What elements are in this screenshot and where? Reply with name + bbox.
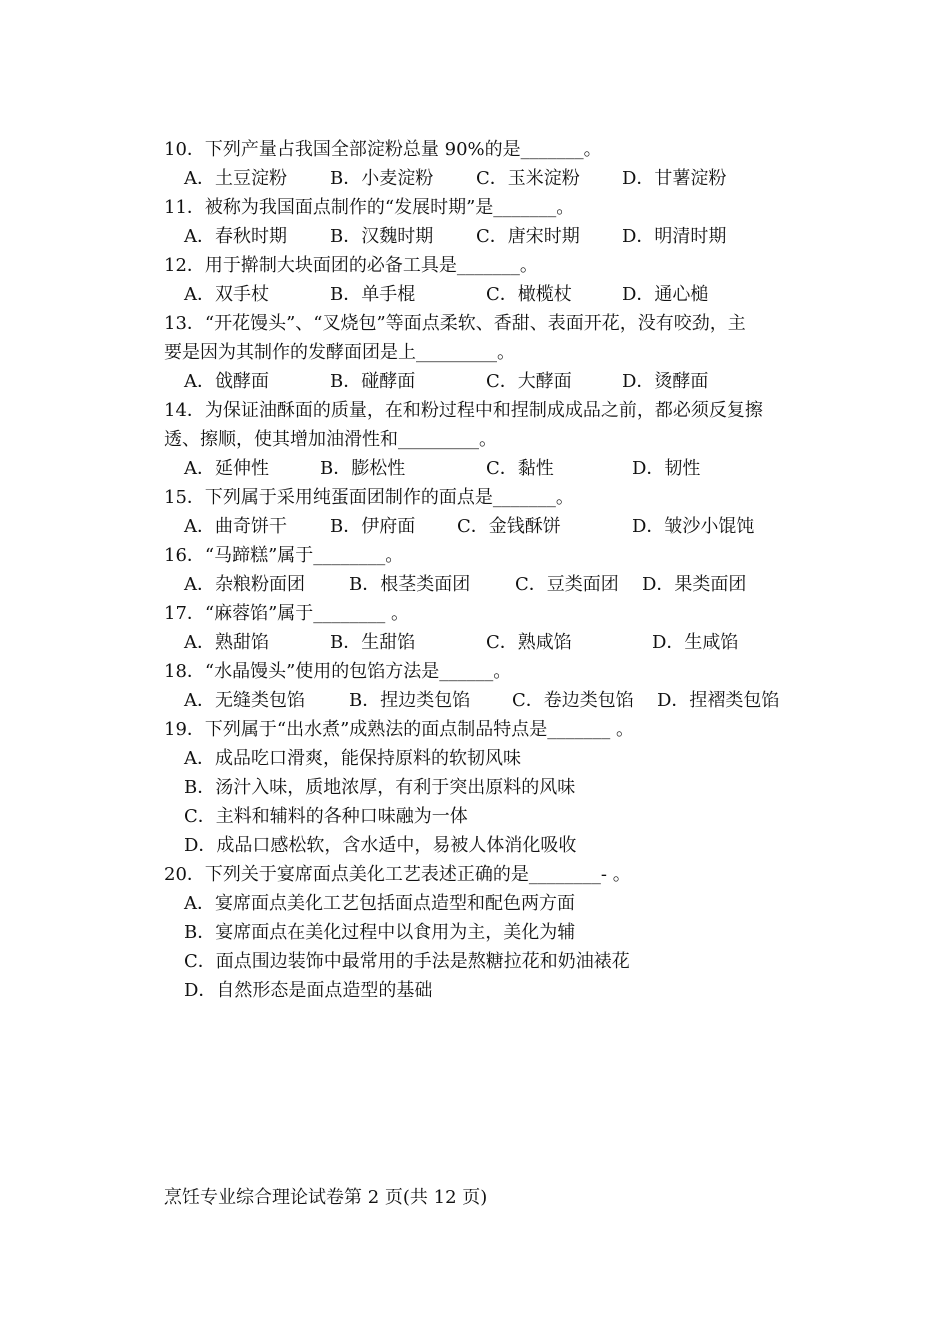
question-19-option-c: C．主料和辅料的各种口味融为一体 (184, 806, 468, 827)
option-b: B．汉魏时期 (330, 226, 434, 247)
option-a: A．杂粮粉面团 (184, 574, 305, 595)
option-b: B．捏边类包馅 (349, 690, 471, 711)
option-b: B．伊府面 (330, 516, 416, 537)
option-a: A．土豆淀粉 (184, 168, 287, 189)
question-19-stem: 19．下列属于“出水煮”成熟法的面点制品特点是_______ 。 (164, 719, 635, 740)
question-15-stem: 15．下列属于采用纯蛋面团制作的面点是_______。 (164, 487, 574, 508)
option-c: C．唐宋时期 (476, 226, 580, 247)
question-16-stem: 16．“马蹄糕”属于________。 (164, 545, 404, 566)
question-19-option-b: B．汤汁入味，质地浓厚，有利于突出原料的风味 (184, 777, 576, 798)
option-d: D．皱沙小馄饨 (632, 516, 755, 537)
question-13-stem-line-1: 13．“开花馒头”、“叉烧包”等面点柔软、香甜、表面开花，没有咬劲，主 (164, 313, 746, 334)
option-a: A．曲奇饼干 (184, 516, 287, 537)
page-footer: 烹饪专业综合理论试卷第 2 页(共 12 页) (164, 1187, 488, 1208)
question-11-stem: 11．被称为我国面点制作的“发展时期”是_______。 (164, 197, 575, 218)
option-c: C．大酵面 (486, 371, 572, 392)
question-20-stem: 20．下列关于宴席面点美化工艺表述正确的是________- 。 (164, 864, 631, 885)
question-10-stem: 10．下列产量占我国全部淀粉总量 90%的是_______。 (164, 139, 602, 160)
option-a: A．春秋时期 (184, 226, 287, 247)
option-b: B．小麦淀粉 (330, 168, 434, 189)
question-20-option-a: A．宴席面点美化工艺包括面点造型和配色两方面 (184, 893, 575, 914)
option-d: D．果类面团 (642, 574, 747, 595)
question-20-option-d: D．自然形态是面点造型的基础 (184, 980, 433, 1001)
option-c: C．黏性 (486, 458, 554, 479)
option-a: A．戗酵面 (184, 371, 269, 392)
question-13-stem-line-2: 要是因为其制作的发酵面团是上_________。 (164, 342, 515, 363)
question-12-stem: 12．用于擀制大块面团的必备工具是_______。 (164, 255, 538, 276)
option-b: B．膨松性 (320, 458, 406, 479)
option-b: B．根茎类面团 (349, 574, 471, 595)
option-c: C．橄榄杖 (486, 284, 572, 305)
option-a: A．延伸性 (184, 458, 269, 479)
option-c: C．熟咸馅 (486, 632, 572, 653)
option-d: D．生咸馅 (652, 632, 739, 653)
option-c: C．金钱酥饼 (457, 516, 561, 537)
question-20-option-b: B．宴席面点在美化过程中以食用为主，美化为辅 (184, 922, 576, 943)
option-d: D．韧性 (632, 458, 701, 479)
option-a: A．熟甜馅 (184, 632, 269, 653)
option-d: D．通心槌 (622, 284, 709, 305)
option-b: B．碰酵面 (330, 371, 416, 392)
option-b: B．单手棍 (330, 284, 416, 305)
option-c: C．卷边类包馅 (512, 690, 634, 711)
option-d: D．明清时期 (622, 226, 727, 247)
question-19-option-a: A．成品吃口滑爽，能保持原料的软韧风味 (184, 748, 521, 769)
question-19-option-d: D．成品口感松软，含水适中，易被人体消化吸收 (184, 835, 577, 856)
option-b: B．生甜馅 (330, 632, 416, 653)
option-d: D．甘薯淀粉 (622, 168, 727, 189)
question-14-stem-line-2: 透、擦顺，使其增加油滑性和_________。 (164, 429, 497, 450)
question-20-option-c: C．面点围边装饰中最常用的手法是熬糖拉花和奶油裱花 (184, 951, 630, 972)
option-c: C．豆类面团 (515, 574, 619, 595)
option-d: D．捏褶类包馅 (657, 690, 780, 711)
option-d: D．烫酵面 (622, 371, 709, 392)
question-17-stem: 17．“麻蓉馅”属于________ 。 (164, 603, 410, 624)
option-a: A．双手杖 (184, 284, 269, 305)
question-18-stem: 18．“水晶馒头”使用的包馅方法是______。 (164, 661, 512, 682)
question-14-stem-line-1: 14．为保证油酥面的质量，在和粉过程中和捏制成成品之前，都必须反复擦 (164, 400, 763, 421)
option-c: C．玉米淀粉 (476, 168, 580, 189)
option-a: A．无缝类包馅 (184, 690, 305, 711)
